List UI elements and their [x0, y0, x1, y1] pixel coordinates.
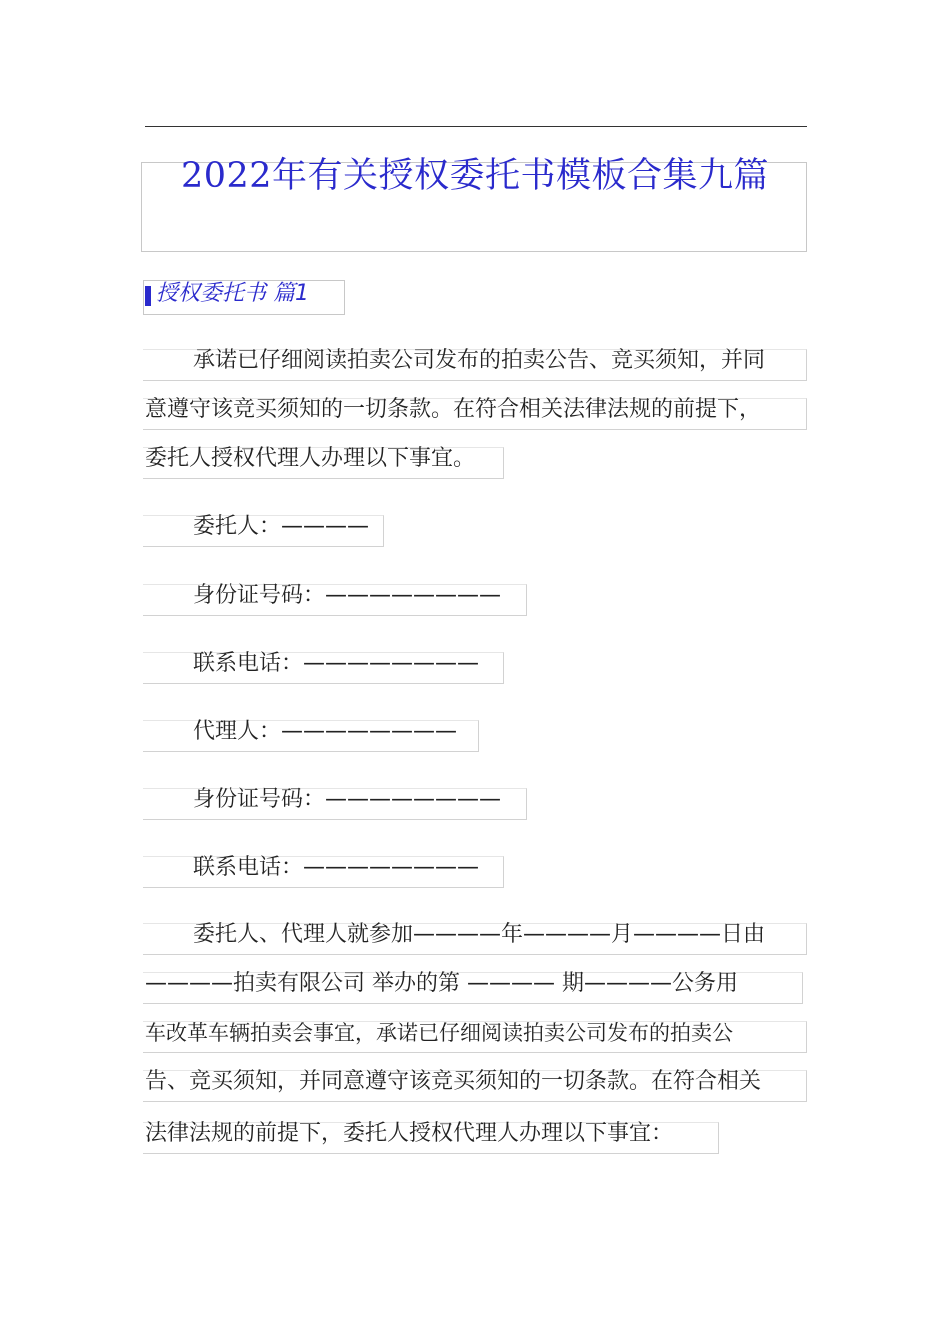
intro-line: 意遵守该竞买须知的一切条款。在符合相关法律法规的前提下， [145, 397, 762, 422]
intro-line: 承诺已仔细阅读拍卖公司发布的拍卖公告、竞买须知，并同 [193, 348, 766, 373]
body-line: 法律法规的前提下，委托人授权代理人办理以下事宜： [145, 1121, 674, 1146]
body-line: 委托人、代理人就参加————年————月————日由 [193, 922, 766, 947]
field-agent-id: 身份证号码：———————— [193, 787, 502, 812]
field-agent: 代理人：———————— [193, 719, 458, 744]
bookmark-marker-icon [145, 286, 151, 306]
field-client-phone: 联系电话：———————— [193, 651, 480, 676]
intro-line: 委托人授权代理人办理以下事宜。 [145, 446, 476, 471]
field-client-id: 身份证号码：———————— [193, 583, 502, 608]
body-line: ————拍卖有限公司 举办的第 ———— 期————公务用 [145, 971, 738, 996]
body-line: 车改革车辆拍卖会事宜，承诺已仔细阅读拍卖公司发布的拍卖公 [145, 1021, 733, 1045]
field-agent-phone: 联系电话：———————— [193, 855, 480, 880]
document-title: 2022年有关授权委托书模板合集九篇 [180, 156, 770, 196]
field-client: 委托人：———— [193, 514, 370, 539]
section-heading: 授权委托书 篇1 [156, 281, 309, 306]
top-rule [145, 126, 807, 127]
body-line: 告、竞买须知，并同意遵守该竞买须知的一切条款。在符合相关 [145, 1069, 762, 1094]
